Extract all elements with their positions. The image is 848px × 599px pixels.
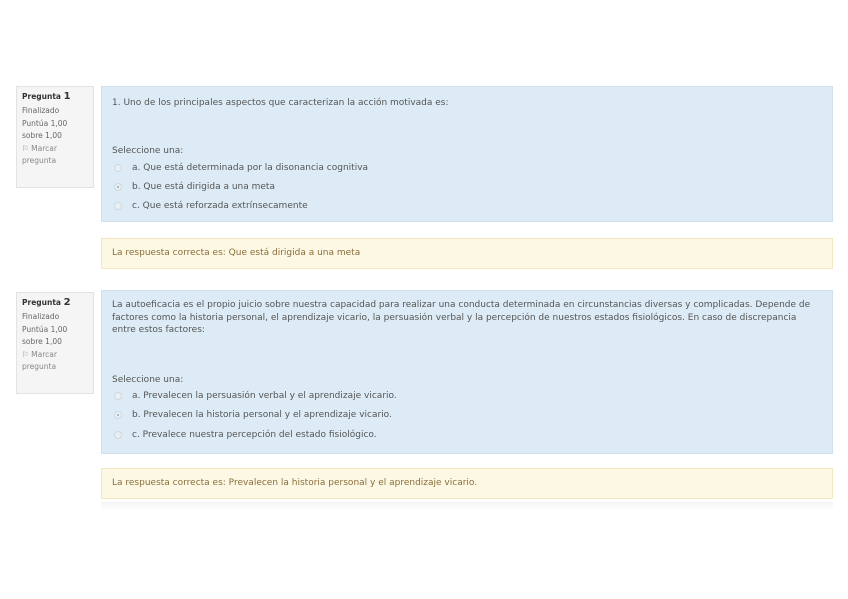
flag-question-link[interactable]: ⚐ Marcar pregunta xyxy=(22,144,57,165)
radio-button-selected[interactable] xyxy=(114,183,122,191)
radio-button[interactable] xyxy=(114,164,122,172)
option-label: a. Que está determinada por la disonancia cognitiva xyxy=(132,163,369,173)
radio-button-selected[interactable] xyxy=(114,411,122,419)
answer-option-a[interactable] xyxy=(114,163,368,173)
question-status: Finalizado xyxy=(22,105,60,115)
answer-option-a[interactable] xyxy=(114,391,397,401)
flag-question-link[interactable]: ⚐ Marcar pregunta xyxy=(22,350,57,371)
question-text: La autoeficacia es el propio juicio sobre nuestra capacidad para realizar una conducta determinada en circunstancias diversas y complicadas. Depende de factores como la historia personal, el aprendizaje vicario, la persuasión verbal y la percepción de nuestros estados fisiológicos. En caso de discrepancia entre estos factores: xyxy=(112,300,811,335)
answer-option-c[interactable] xyxy=(114,430,377,440)
answer-option-c[interactable] xyxy=(114,201,308,211)
question-number: Pregunta 1 xyxy=(22,91,71,102)
flag-icon: ⚐ xyxy=(22,350,29,359)
answer-option-b[interactable] xyxy=(114,182,275,192)
question-status: Finalizado xyxy=(22,311,60,321)
option-label: c. Que está reforzada extrínsecamente xyxy=(132,201,308,211)
flag-icon: ⚐ xyxy=(22,144,29,153)
correct-answer-feedback: La respuesta correcta es: Prevalecen la historia personal y el aprendizaje vicario. xyxy=(101,468,833,499)
radio-button[interactable] xyxy=(114,392,122,400)
section-divider xyxy=(101,502,833,510)
radio-button[interactable] xyxy=(114,431,122,439)
option-label: b. Prevalecen la historia personal y el aprendizaje vicario. xyxy=(132,410,392,420)
answer-option-b[interactable] xyxy=(114,410,392,420)
question-info-2 xyxy=(16,292,94,394)
question-text: 1. Uno de los principales aspectos que caracterizan la acción motivada es: xyxy=(112,98,449,108)
radio-button[interactable] xyxy=(114,202,122,210)
option-label: c. Prevalece nuestra percepción del estado fisiológico. xyxy=(132,430,377,440)
question-content-2 xyxy=(101,290,833,454)
correct-answer-feedback: La respuesta correcta es: Que está dirigida a una meta xyxy=(101,238,833,269)
select-prompt: Seleccione una: xyxy=(112,146,184,156)
question-score: Puntúa 1,00 sobre 1,00 xyxy=(22,119,68,140)
option-label: b. Que está dirigida a una meta xyxy=(132,182,275,192)
option-label: a. Prevalecen la persuasión verbal y el aprendizaje vicario. xyxy=(132,391,397,401)
question-content-1 xyxy=(101,86,833,222)
question-score: Puntúa 1,00 sobre 1,00 xyxy=(22,325,68,346)
question-number: Pregunta 2 xyxy=(22,297,71,308)
select-prompt: Seleccione una: xyxy=(112,375,184,385)
question-info-1 xyxy=(16,86,94,188)
